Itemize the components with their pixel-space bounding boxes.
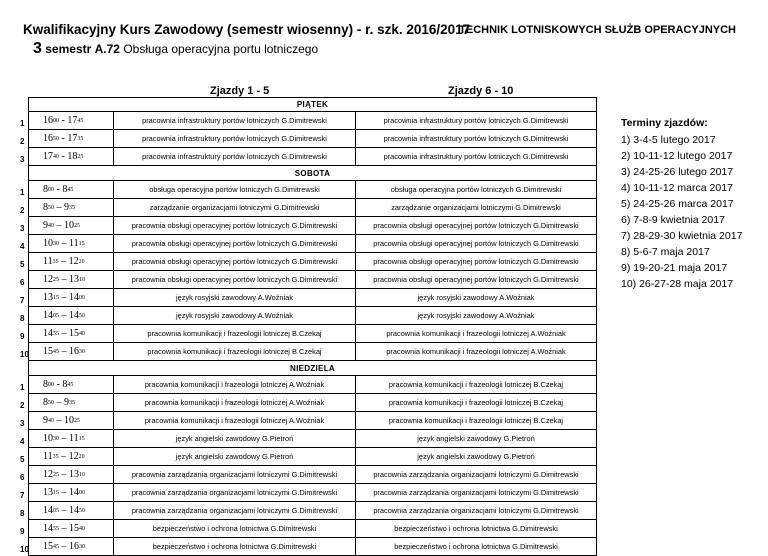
time-separator: – [59, 433, 69, 444]
start-hour: 12 [43, 274, 53, 285]
start-minute: 35 [52, 453, 59, 460]
class-cell-group2: język angielski zawodowy G.Pietroń [355, 430, 597, 448]
table-row [20, 289, 597, 307]
class-cell-group1: obsługa operacyjna portów lotniczych G.Dimitrewski [113, 181, 355, 199]
class-cell-group1: pracownia komunikacji i frazeologii lotniczej A.Woźniak [113, 412, 355, 430]
class-cell-group1: bezpieczeństwo i ochrona lotnictwa G.Dimitrewski [113, 520, 355, 538]
time-slot [28, 253, 113, 271]
table-row [20, 253, 597, 271]
start-minute: 50 [48, 399, 54, 406]
time-slot [28, 325, 113, 343]
terms-list [621, 113, 742, 292]
time-separator: – [54, 202, 64, 213]
time-slot [28, 430, 113, 448]
start-minute: 30 [53, 435, 59, 442]
class-cell-group2: pracownia komunikacji i frazeologii lotniczej B.Czekaj [355, 394, 597, 412]
time-slot [28, 289, 113, 307]
time-slot [28, 502, 113, 520]
table-row [20, 130, 597, 148]
end-hour: 12 [68, 256, 79, 267]
table-row [20, 430, 597, 448]
qualification-name: Obsługa operacyjna portu lotniczego [123, 42, 319, 56]
class-cell-group1: pracownia zarządzania organizacjami lotniczymi G.Dimitrewski [113, 484, 355, 502]
class-cell-group2: pracownia komunikacji i frazeologii lotniczej A.Woźniak [355, 325, 597, 343]
time-separator: – [54, 415, 64, 426]
start-hour: 15 [43, 541, 53, 552]
time-separator: – [59, 292, 69, 303]
time-slot [28, 466, 113, 484]
time-separator: – [59, 346, 69, 357]
end-hour: 16 [69, 346, 79, 357]
time-separator: – [59, 523, 69, 534]
end-minute: 45 [67, 186, 74, 193]
class-cell-group2: pracownia obsługi operacyjnej portów lotniczych G.Dimitrewski [355, 217, 597, 235]
time-separator: - [59, 151, 68, 162]
start-hour: 16 [43, 115, 53, 126]
time-separator: – [59, 310, 69, 321]
time-separator: - [54, 184, 63, 195]
class-cell-group1: pracownia komunikacji i frazeologii lotniczej B.Czekaj [113, 325, 355, 343]
row-number: 7 [20, 491, 25, 500]
end-minute: 50 [79, 507, 85, 514]
end-minute: 40 [79, 525, 85, 532]
row-number: 6 [20, 278, 25, 287]
class-cell-group2: pracownia komunikacji i frazeologii lotniczej A.Woźniak [355, 343, 597, 361]
start-minute: 40 [48, 417, 54, 424]
end-minute: 20 [78, 453, 85, 460]
end-hour: 12 [68, 451, 79, 462]
day-header: PIĄTEK [28, 97, 597, 112]
table-row [20, 466, 597, 484]
end-minute: 15 [78, 435, 85, 442]
row-number: 8 [20, 314, 25, 323]
start-hour: 15 [43, 346, 53, 357]
class-cell-group2: pracownia infrastruktury portów lotniczych G.Dimitrewski [355, 112, 597, 130]
start-hour: 10 [43, 238, 53, 249]
time-slot [28, 130, 113, 148]
qualification-subtitle [33, 40, 318, 58]
term-item: 10) 26-27-28 maja 2017 [621, 278, 734, 290]
time-separator: – [58, 451, 69, 462]
time-slot [28, 448, 113, 466]
table-row [20, 325, 597, 343]
class-cell-group2: bezpieczeństwo i ochrona lotnictwa G.Dimitrewski [355, 520, 597, 538]
start-hour: 11 [43, 256, 53, 267]
row-number: 9 [20, 527, 25, 536]
start-minute: 05 [53, 507, 59, 514]
start-hour: 14 [43, 523, 53, 534]
row-number: 3 [20, 155, 25, 164]
start-hour: 8 [43, 397, 48, 408]
table-row [20, 112, 597, 130]
start-hour: 8 [43, 184, 48, 195]
start-minute: 15 [53, 294, 59, 301]
time-slot [28, 412, 113, 430]
term-item: 8) 5-6-7 maja 2017 [621, 246, 710, 258]
row-number: 5 [20, 260, 25, 269]
class-cell-group2: pracownia zarządzania organizacjami lotniczymi G.Dimitrewski [355, 484, 597, 502]
class-cell-group1: pracownia obsługi operacyjnej portów lotniczych G.Dimitrewski [113, 235, 355, 253]
table-row [20, 412, 597, 430]
term-item: 7) 28-29-30 kwietnia 2017 [621, 230, 743, 242]
start-hour: 16 [43, 133, 53, 144]
end-minute: 25 [74, 222, 80, 229]
row-number: 1 [20, 119, 25, 128]
start-hour: 8 [43, 202, 48, 213]
end-minute: 30 [79, 543, 85, 550]
end-minute: 00 [79, 489, 85, 496]
end-hour: 15 [69, 328, 79, 339]
time-slot [28, 181, 113, 199]
table-row [20, 376, 597, 394]
semester-number: 3 [33, 40, 42, 57]
end-minute: 10 [79, 276, 85, 283]
class-cell-group2: pracownia infrastruktury portów lotniczych G.Dimitrewski [355, 130, 597, 148]
semester-word: semestr [45, 42, 92, 56]
end-hour: 9 [64, 397, 69, 408]
class-cell-group2: pracownia komunikacji i frazeologii lotniczej B.Czekaj [355, 412, 597, 430]
time-separator: – [59, 238, 69, 249]
table-row [20, 235, 597, 253]
row-number: 10 [20, 350, 29, 359]
term-item: 4) 10-11-12 marca 2017 [621, 182, 733, 194]
end-minute: 35 [77, 135, 84, 142]
start-minute: 55 [53, 525, 59, 532]
class-cell-group2: bezpieczeństwo i ochrona lotnictwa G.Dimitrewski [355, 538, 597, 556]
start-hour: 12 [43, 469, 53, 480]
end-hour: 15 [69, 523, 79, 534]
class-cell-group1: pracownia infrastruktury portów lotniczych G.Dimitrewski [113, 130, 355, 148]
row-number: 8 [20, 509, 25, 518]
class-cell-group1: język angielski zawodowy G.Pietroń [113, 448, 355, 466]
day-header: SOBOTA [28, 166, 597, 181]
class-cell-group2: pracownia obsługi operacyjnej portów lotniczych G.Dimitrewski [355, 253, 597, 271]
start-minute: 00 [48, 186, 54, 193]
start-minute: 30 [53, 240, 59, 247]
end-hour: 14 [69, 310, 79, 321]
end-minute: 45 [77, 117, 84, 124]
time-slot [28, 235, 113, 253]
end-hour: 11 [69, 238, 79, 249]
start-minute: 50 [53, 135, 59, 142]
time-slot [28, 199, 113, 217]
end-minute: 25 [74, 417, 80, 424]
start-minute: 35 [52, 258, 59, 265]
start-hour: 14 [43, 505, 53, 516]
column-header-group2: Zjazdy 6 - 10 [448, 85, 514, 97]
end-minute: 25 [77, 153, 84, 160]
table-row [20, 181, 597, 199]
class-cell-group1: pracownia zarządzania organizacjami lotniczymi G.Dimitrewski [113, 466, 355, 484]
table-row [20, 394, 597, 412]
end-hour: 8 [62, 184, 68, 195]
class-cell-group1: pracownia obsługi operacyjnej portów lotniczych G.Dimitrewski [113, 253, 355, 271]
end-minute: 35 [69, 204, 75, 211]
start-hour: 17 [43, 151, 53, 162]
table-row [20, 217, 597, 235]
class-cell-group1: pracownia obsługi operacyjnej portów lotniczych G.Dimitrewski [113, 217, 355, 235]
start-hour: 9 [43, 415, 48, 426]
class-cell-group1: pracownia komunikacji i frazeologii lotniczej B.Czekaj [113, 343, 355, 361]
table-row [20, 343, 597, 361]
row-number: 9 [20, 332, 25, 341]
end-hour: 18 [67, 151, 78, 162]
row-number: 4 [20, 242, 25, 251]
row-number: 3 [20, 419, 25, 428]
start-hour: 13 [43, 292, 53, 303]
class-cell-group2: pracownia obsługi operacyjnej portów lotniczych G.Dimitrewski [355, 235, 597, 253]
term-item: 9) 19-20-21 maja 2017 [621, 262, 728, 274]
time-slot [28, 484, 113, 502]
row-number: 3 [20, 224, 25, 233]
class-cell-group1: pracownia infrastruktury portów lotniczych G.Dimitrewski [113, 112, 355, 130]
day-header: NIEDZIELA [28, 361, 597, 376]
end-hour: 11 [69, 433, 79, 444]
row-number: 2 [20, 206, 25, 215]
time-slot [28, 307, 113, 325]
start-hour: 9 [43, 220, 48, 231]
end-minute: 40 [79, 330, 85, 337]
row-number: 10 [20, 545, 29, 554]
table-row [20, 271, 597, 289]
table-row [20, 448, 597, 466]
row-number: 7 [20, 296, 25, 305]
time-separator: – [59, 541, 69, 552]
class-cell-group2: pracownia obsługi operacyjnej portów lotniczych G.Dimitrewski [355, 271, 597, 289]
time-separator: – [59, 328, 69, 339]
start-hour: 14 [43, 310, 53, 321]
time-separator: – [54, 220, 64, 231]
table-row [20, 199, 597, 217]
start-hour: 10 [43, 433, 53, 444]
time-slot [28, 217, 113, 235]
row-number: 4 [20, 437, 25, 446]
start-minute: 40 [48, 222, 54, 229]
start-hour: 14 [43, 328, 53, 339]
time-separator: - [59, 115, 68, 126]
start-hour: 8 [43, 379, 48, 390]
end-minute: 10 [79, 471, 85, 478]
end-hour: 17 [67, 133, 78, 144]
time-separator: – [58, 256, 69, 267]
end-minute: 35 [69, 399, 75, 406]
end-minute: 20 [78, 258, 85, 265]
row-number: 1 [20, 188, 25, 197]
time-slot [28, 394, 113, 412]
class-cell-group2: pracownia zarządzania organizacjami lotniczymi G.Dimitrewski [355, 502, 597, 520]
time-slot [28, 343, 113, 361]
end-hour: 9 [64, 202, 69, 213]
table-row [20, 148, 597, 166]
start-minute: 05 [53, 312, 59, 319]
row-number: 1 [20, 383, 25, 392]
term-item: 6) 7-8-9 kwietnia 2017 [621, 214, 725, 226]
start-minute: 45 [53, 348, 59, 355]
start-minute: 15 [53, 489, 59, 496]
table-row [20, 484, 597, 502]
terms-title: Terminy zjazdów: [621, 117, 708, 129]
class-cell-group1: pracownia infrastruktury portów lotniczych G.Dimitrewski [113, 148, 355, 166]
end-hour: 13 [69, 274, 79, 285]
time-slot [28, 148, 113, 166]
end-hour: 14 [69, 487, 79, 498]
start-minute: 00 [48, 381, 54, 388]
class-cell-group2: język rosyjski zawodowy A.Woźniak [355, 307, 597, 325]
class-cell-group2: zarządzanie organizacjami lotniczymi G.Dimitrewski [355, 199, 597, 217]
class-cell-group1: język angielski zawodowy G.Pietroń [113, 430, 355, 448]
end-hour: 14 [69, 292, 79, 303]
class-cell-group2: pracownia komunikacji i frazeologii lotniczej B.Czekaj [355, 376, 597, 394]
end-minute: 50 [79, 312, 85, 319]
term-item: 1) 3-4-5 lutego 2017 [621, 134, 716, 146]
end-hour: 10 [64, 220, 74, 231]
time-separator: - [59, 133, 68, 144]
qualification-code: A.72 [94, 42, 120, 56]
class-cell-group1: pracownia zarządzania organizacjami lotniczymi G.Dimitrewski [113, 502, 355, 520]
class-cell-group1: pracownia komunikacji i frazeologii lotniczej A.Woźniak [113, 394, 355, 412]
start-minute: 50 [48, 204, 54, 211]
class-cell-group1: język rosyjski zawodowy A.Woźniak [113, 289, 355, 307]
table-row [20, 520, 597, 538]
time-separator: – [54, 397, 64, 408]
end-minute: 45 [67, 381, 74, 388]
row-number: 6 [20, 473, 25, 482]
schedule-table [20, 97, 597, 556]
end-minute: 30 [79, 348, 85, 355]
end-minute: 00 [79, 294, 85, 301]
table-row [20, 538, 597, 556]
end-hour: 17 [67, 115, 78, 126]
start-minute: 55 [53, 330, 59, 337]
class-cell-group1: język rosyjski zawodowy A.Woźniak [113, 307, 355, 325]
end-hour: 10 [64, 415, 74, 426]
start-minute: 25 [53, 276, 59, 283]
time-slot [28, 538, 113, 556]
start-hour: 13 [43, 487, 53, 498]
start-hour: 11 [43, 451, 53, 462]
end-hour: 16 [69, 541, 79, 552]
class-cell-group2: obsługa operacyjna portów lotniczych G.Dimitrewski [355, 181, 597, 199]
class-cell-group1: zarządzanie organizacjami lotniczymi G.Dimitrewski [113, 199, 355, 217]
start-minute: 00 [53, 117, 59, 124]
time-separator: – [59, 469, 69, 480]
class-cell-group1: pracownia komunikacji i frazeologii lotniczej A.Woźniak [113, 376, 355, 394]
start-minute: 25 [53, 471, 59, 478]
start-minute: 45 [53, 543, 59, 550]
time-separator: – [59, 505, 69, 516]
class-cell-group1: bezpieczeństwo i ochrona lotnictwa G.Dimitrewski [113, 538, 355, 556]
row-number: 5 [20, 455, 25, 464]
term-item: 3) 24-25-26 lutego 2017 [621, 166, 734, 178]
document-title: Kwalifikacyjny Kurs Zawodowy (semestr wiosenny) - r. szk. 2016/2017 [23, 22, 471, 37]
column-header-group1: Zjazdy 1 - 5 [210, 85, 270, 97]
time-slot [28, 271, 113, 289]
class-cell-group2: pracownia zarządzania organizacjami lotniczymi G.Dimitrewski [355, 466, 597, 484]
time-slot [28, 376, 113, 394]
row-number: 2 [20, 137, 25, 146]
class-cell-group2: pracownia infrastruktury portów lotniczych G.Dimitrewski [355, 148, 597, 166]
class-cell-group1: pracownia obsługi operacyjnej portów lotniczych G.Dimitrewski [113, 271, 355, 289]
department-name: TECHNIK LOTNISKOWYCH SŁUŻB OPERACYJNYCH [459, 24, 736, 36]
class-cell-group2: język rosyjski zawodowy A.Woźniak [355, 289, 597, 307]
term-item: 5) 24-25-26 marca 2017 [621, 198, 734, 210]
end-hour: 14 [69, 505, 79, 516]
end-hour: 13 [69, 469, 79, 480]
class-cell-group2: język angielski zawodowy G.Pietroń [355, 448, 597, 466]
row-number: 2 [20, 401, 25, 410]
end-hour: 8 [62, 379, 68, 390]
end-minute: 15 [78, 240, 85, 247]
time-separator: – [59, 274, 69, 285]
table-row [20, 307, 597, 325]
time-separator: - [54, 379, 63, 390]
time-separator: – [59, 487, 69, 498]
term-item: 2) 10-11-12 lutego 2017 [621, 150, 733, 162]
start-minute: 40 [53, 153, 59, 160]
table-row [20, 502, 597, 520]
time-slot [28, 112, 113, 130]
time-slot [28, 520, 113, 538]
